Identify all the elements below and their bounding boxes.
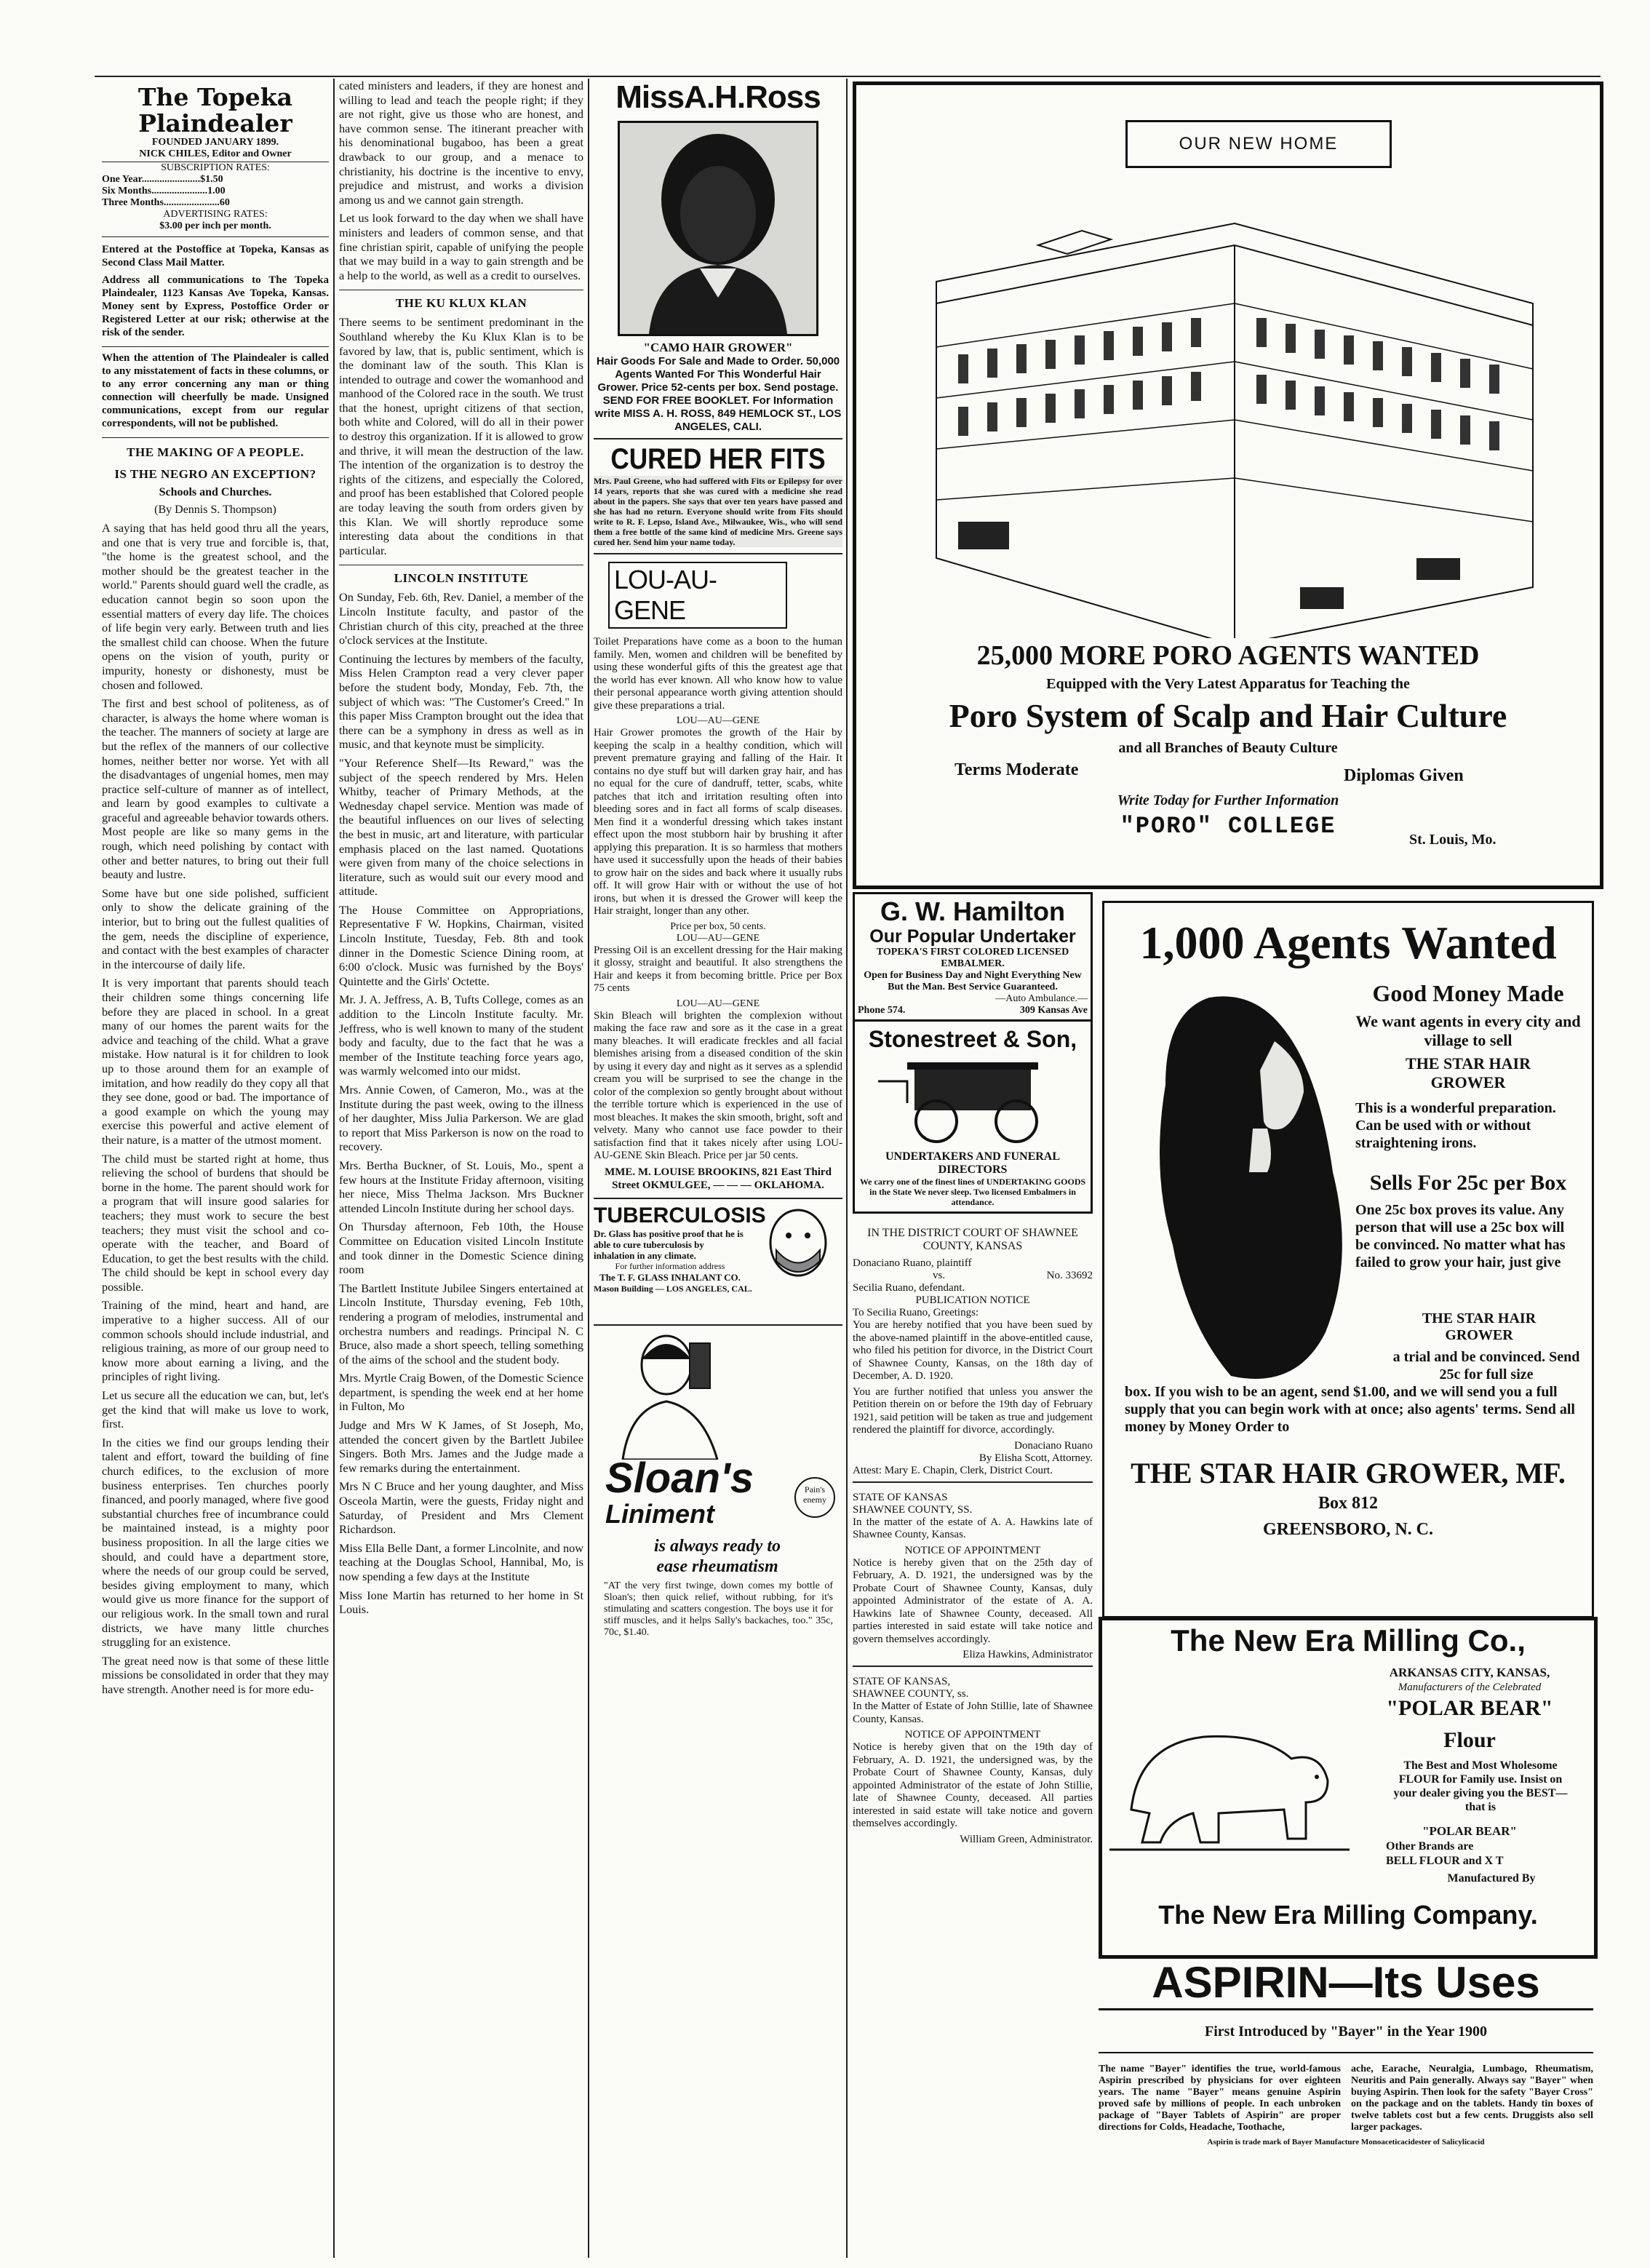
sloans-name: Sloan's (605, 1454, 754, 1502)
column-rule (588, 79, 589, 2258)
legal-matter: In the matter of the estate of A. A. Hawkins late of Shawnee County, Kansas. (853, 1516, 1093, 1540)
star-hair-grower-ad (1102, 901, 1594, 1618)
star-sells: Sells For 25c per Box (1369, 1171, 1567, 1195)
sloans-tagline: ease rheumatism (656, 1556, 778, 1576)
lou-logo: LOU-AU-GENE (608, 562, 787, 629)
lincoln-paragraph: Continuing the lectures by members of the faculty, Miss Helen Crampton read a very clever paper before the student body, Monday, Feb. 7th, the subject of which was: "The Customer's Creed." In this paper Miss Crampton brought out the idea that there can be a symphony in dress as well as in music, and that keynote must be simplicity. (339, 651, 583, 752)
lincoln-paragraph: Mrs. Myrtle Craig Bowen, of the Domestic Science department, is spending the week end at her home in Fulton, Mo (339, 1371, 583, 1414)
tb-body: Dr. Glass has positive proof that he is able to cure tuberculosis by inhalation in any climate. (594, 1227, 744, 1261)
sloans-ad (594, 1326, 842, 1636)
legal-sig: William Green, Administrator. (960, 1833, 1093, 1845)
masthead-founded: FOUNDED JANUARY 1899. (151, 137, 279, 148)
lincoln-paragraph: On Sunday, Feb. 6th, Rev. Daniel, a member of the Lincoln Institute faculty, and pastor of the Christian church of this city, preached at the three o'clock services at the Institute. (339, 590, 583, 648)
poro-headline: 25,000 MORE PORO AGENTS WANTED (976, 640, 1480, 671)
entered-notice: Entered at the Postoffice at Topeka, Kansas as Second Class Mail Matter. (102, 244, 329, 268)
star-pobox: Box 812 (1318, 1494, 1378, 1513)
aspirin-col: ache, Earache, Neuralgia, Lumbago, Rheumatism, Neuritis and Pain generally. Always say "Bayer" when buying Aspirin. Then look for the safety "Bayer Cross" on the package and on the tablets. Handy tin boxes of twelve tablets cost but a few cents. Druggists also sell larger packages. (1351, 2064, 1593, 2133)
legal-notice-ruano (853, 1214, 1093, 1483)
star-good-money: Good Money Made (1372, 980, 1564, 1006)
building-illustration (893, 180, 1562, 638)
star-want: We want agents in every city and village to sell (1355, 1012, 1581, 1049)
lou-sub: LOU—AU—GENE (676, 715, 760, 726)
poro-banner: OUR NEW HOME (1125, 120, 1392, 168)
address-notice: Address all communications to The Topeka Plaindealer, 1123 Kansas Ave Topeka, Kansas. Money sent by Express, Postoffice Order or Registered Letter at our risk; otherwise at the risk of the sender. (102, 274, 329, 347)
star-proof: One 25c box proves its value. Any person that will use a 25c box will be convinced. No matter what has failed to grow your hair, just give (1355, 1202, 1566, 1270)
lincoln-paragraph: "Your Reference Shelf—Its Reward," was the subject of the speech rendered by Mrs. Helen Whitby, teacher of Primary Methods, at the Wednesday chapel service. Mention was made of the beautiful influences on our lives of selecting the best in music, art and literature, with particular emphasis placed on the last named. Quotations were given from many of the choice selections in literature, such as would suit our every mood and attitude. (339, 755, 583, 899)
aspirin-intro: First Introduced by "Bayer" in the Year 1900 (1099, 2024, 1593, 2053)
legal-defendant: Secilia Ruano, defendant. (853, 1282, 965, 1294)
lincoln-paragraph: Mrs N C Bruce and her young daughter, and Miss Osceola Martin, were the guests, Friday night and Saturday, of President and Mrs Clement Richardson. (339, 1479, 583, 1537)
tuberculosis-ad (594, 1199, 842, 1326)
star-headline: 1,000 Agents Wanted (1139, 917, 1557, 968)
hamilton-address: 309 Kansas Ave (1019, 1005, 1088, 1016)
legal-title: NOTICE OF APPOINTMENT (904, 1544, 1041, 1556)
hamilton-contact (858, 1005, 1088, 1016)
poro-system: Poro System of Scalp and Hair Culture (949, 697, 1507, 734)
legal-sig: Donaciano Ruano (1014, 1439, 1093, 1452)
poro-city: St. Louis, Mo. (1409, 832, 1496, 848)
hamilton-sub: TOPEKA'S FIRST COLORED LICENSED EMBALMER. (876, 947, 1069, 969)
polar-bear-illustration (1109, 1664, 1350, 1868)
hamilton-auto: —Auto Ambulance.— (995, 993, 1088, 1004)
lincoln-paragraph: Miss Ella Belle Dant, a former Lincolnite, and now teaching at the Douglas School, Hannibal, Mo, is now spending a few days at the Institute (339, 1540, 583, 1583)
star-product2: THE STAR HAIR GROWER (1422, 1310, 1537, 1343)
milling-brand2: "POLAR BEAR" (1422, 1824, 1517, 1838)
legal-plaintiff: Donaciano Ruano, plaintiff (853, 1257, 972, 1269)
ross-portrait (618, 121, 818, 336)
sloans-liniment: Liniment (605, 1498, 714, 1529)
legal-matter: In the Matter of Estate of John Stillie, late of Shawnee County, Kansas. (853, 1700, 1093, 1725)
column-rule (333, 79, 335, 2258)
masthead-owner: NICK CHILES, Editor and Owner (139, 148, 292, 159)
aspirin-col: The name "Bayer" identifies the true, world-famous Aspirin prescribed by physicians for over eighteen years. The name "Bayer" means genuine Aspirin proved safe by millions of people. In each unbroken package of "Bayer Tablets of Aspirin" are proper directions for Colds, Headache, Toothache, (1099, 2064, 1341, 2133)
milling-desc: The Best and Most Wholesome FLOUR for Family use. Insist on your dealer giving you the BEST—that is (1393, 1759, 1568, 1813)
klan-headline: THE KU KLUX KLAN (339, 290, 583, 311)
article-headline: IS THE NEGRO AN EXCEPTION? (114, 467, 316, 481)
ross-product: "CAMO HAIR GROWER" (643, 341, 793, 354)
ross-body: Hair Goods For Sale and Made to Order. 50,000 Agents Wanted For This Wonderful Hair Grower. Price 52-cents per box. Send postage. SEND FOR FREE BOOKLET. For Information write MISS A. H. ROSS, 849 HEMLOCK ST., LOS ANGELES, CALI. (594, 355, 842, 433)
portrait-image (620, 123, 816, 334)
legal-state: STATE OF KANSAS (853, 1491, 948, 1503)
milling-brand: "POLAR BEAR" (1386, 1696, 1553, 1720)
rate-year: One Year.......................$1.50 (102, 174, 223, 185)
lou-ad (594, 554, 842, 1199)
aspirin-body (1099, 2064, 1593, 2133)
klan-paragraph: There seems to be sentiment predominant in the Southland whereby the Ku Klux Klan is to be favored by law, that is, public sentiment, which is the dominant law of the south. This Klan is intended to outrage and cower the womanhood and manhood of the Colored race in the south. We trust that the honest, upright citizens of that section, both white and Colored, will do all in their power to destroy this organization. If it is allowed to grow and thrive, it will mean the destruction of the law. The intention of the organization is to destroy the rights of the citizens, and especially the Colored, and proof has been established that Colored people are today leaving the south from orders given by this Klan. We will shortly reproduce some interesting data about the conditions in that particular. (339, 315, 583, 557)
article-continuation: cated ministers and leaders, if they are honest and willing to lead and teach the people right; if they are not right, give us those who are honest, and have common sense. The itinerant preacher with his denominational bugaboo, has been a great drawback to our group, and a menace to christianity, his doctrine is the incentive to envy, prejudice and mistrust, and works a division among us and we cannot gain strength. (339, 79, 583, 207)
sloans-tagline: is always ready to (654, 1536, 781, 1556)
stonestreet-title: UNDERTAKERS AND FUNERAL DIRECTORS (885, 1150, 1061, 1176)
lou-bleach: Skin Bleach will brighten the complexion without making the face raw and sore as it the case in a great many bleaches. It will eradicate freckles and all facial blemishes arising from a diseased condition of the skin by using it every day and night as it serves as a splendid cream you will be surprised to see the change in the color of the complexion so gently brought about without the terrible torture which is experienced in the use of most bleaches. It makes the skin smooth, bright, soft and velvety. Many who cannot use face powder to their satisfaction find that it takes nicely after using LOU-AU-GENE Skin Bleach. Price per jar 50 cents. (594, 1009, 842, 1161)
lou-intro: Toilet Preparations have come as a boon to the human family. Men, women and children will be benefited by using these wonderful gifts of this the greatest age that the world has ever known. All who know how to value their personal appearance worth giving attention should give these preparations a trial. (594, 636, 842, 712)
rate-six: Six Months......................1.00 (102, 186, 226, 196)
article-paragraph: A saying that has held good thru all the years, and one that is very true and forcible is, that, "the home is the greatest school, and the mother should be the greatest teacher in the world." Parents should guard well the cradle, as education cannot begin so soon upon the essential matters of every day life. The choices of life begin very early. Between truth and lies the smallest child can choose. When the future opens on the vision of youth, purity or impurity, honesty or dishonesty, must be chosen and followed. (102, 521, 329, 692)
stonestreet-body: We carry one of the finest lines of UNDERTAKING GOODS in the State We never sleep. Two licensed Embalmers in attendance. (859, 1177, 1086, 1207)
column-2 (339, 79, 583, 2258)
legal-notice-stillie (853, 1667, 1093, 1846)
fits-ad (594, 439, 842, 554)
woman-long-hair-image (1122, 983, 1362, 1390)
aspirin-footer: Aspirin is trade mark of Bayer Manufacture Monoaceticacidester of Salicylicacid (1207, 2138, 1485, 2146)
star-desc: This is a wonderful preparation. Can be used with or without straightening irons. (1355, 1100, 1556, 1151)
tb-headline: TUBERCULOSIS (594, 1203, 766, 1227)
sloans-badge: Pain's enemy (794, 1477, 835, 1518)
article-paragraph: The great need now is that some of these little missions be consolidated in order that they may have strength. Another need is for more edu- (102, 1653, 329, 1696)
lincoln-paragraph: Mr. J. A. Jeffress, A. B, Tufts College, comes as an addition to the Lincoln Institute faculty. Mr. Jeffress, who is well known to many of the student body and faculty, due to the fact that he was a member of the Institute teaching force years ago, was warmly welcomed into our midst. (339, 992, 583, 1078)
fits-headline: CURED HER FITS (610, 443, 826, 475)
tb-company: The T. F. GLASS INHALANT CO. (599, 1271, 741, 1283)
hamilton-ad (853, 892, 1093, 1022)
ross-ad (594, 79, 842, 439)
rates-head: SUBSCRIPTION RATES: (102, 162, 329, 174)
poro-ad (853, 81, 1603, 889)
article-paragraph: It is very important that parents should teach their children some things concerning life before they are placed in school. In a great many of our homes the parent waits for the advice and teaching of the child. What a grave mistake. How natural is it for children to look up to those around them for an example of imitation, and how readily do they copy all that they see done, good or bad. The importance of a good example on which the young may exercise this powerful and active element of their nature, is a matter of the utmost moment. (102, 976, 329, 1147)
article-paragraph: Training of the mind, heart and hand, are imperative to a higher success. All of our common schools should include industrial, and religious training, as more of our group need to know more about earning a living, and the principles of right living. (102, 1298, 329, 1384)
lincoln-paragraph: The Bartlett Institute Jubilee Singers entertained at Lincoln Institute, Thursday evening, Feb 10th, rendering a program of melodies, instrumental and orchestra numbers and readings. Principal N. C Bruce, also made a short speech, telling something of the aims of the school and the student body. (339, 1281, 583, 1366)
fits-body: Mrs. Paul Greene, who had suffered with Fits or Epilepsy for over 14 years, reports that she was cured with a medicine she read about in the papers. She says that over ten years have passed and she has had no return. Everyone should write from Fits should write to R. F. Lepso, Island Ave., Milwaukee, Wis., who will send them a free bottle of the same kind of medicine Mrs. Greene says cured her. Send him your name today. (594, 476, 842, 547)
milling-name: The New Era Milling Co., (1171, 1623, 1526, 1658)
adv-rate: $3.00 per inch per month. (102, 220, 329, 237)
star-box: box. If you wish to be an agent, send $1.00, and we will send you a full supply that you can begin work with at once; also agents' terms. Send all money by Money Order to (1125, 1384, 1575, 1435)
top-rule (95, 76, 1601, 77)
legal-state: STATE OF KANSAS, (853, 1676, 951, 1687)
legal-body: Notice is hereby given that on the 25th day of February, A. D. 1921, the undersigned was by the Probate Court of Shawnee County, Kansas, duly appointed Administrator of the estate of A. A. Hawkins late of Shawnee County, deceased. All parties interested in said estate will take notice and govern themselves accordingly. (853, 1556, 1093, 1645)
column-1 (102, 79, 329, 2258)
legal-sig: By Elisha Scott, Attorney. (979, 1452, 1093, 1464)
milling-bell: BELL FLOUR and X T (1386, 1855, 1504, 1867)
article-paragraph: The child must be started right at home, thus relieving the school of burdens that should be borne in the home. The parent should work for a program that will insure good salaries for teachers; they must work to secure the best teachers; they must visit the school and co-operate with the teacher, and Board of Education, to get the best results with the child. The child should be kept in school every day possible. (102, 1151, 329, 1294)
lincoln-paragraph: Judge and Mrs W K James, of St Joseph, Mo, attended the concert given by the Bartlett Jubilee Singers. Both Mrs. James and the Judge made a few remarks during the entertainment. (339, 1418, 583, 1475)
tb-info: For further information address (615, 1260, 725, 1271)
poro-branches: and all Branches of Beauty Culture (1118, 740, 1338, 756)
sloans-body: "AT the very first twinge, down comes my bottle of Sloan's; then quick relief, without rubbing, for it's stimulating and scatters congestion. The boys use it for stiff muscles, and it helps Sally's backaches, too." 35c, 70c, $1.40. (604, 1580, 833, 1638)
article-continuation: Let us look forward to the day when we shall have ministers and leaders of common sense, and that fine christian spirit, capable of unifying the people that we may build in a way to gain strength and be a help to the world, as well as a credit to ourselves. (339, 211, 583, 282)
stonestreet-ad (853, 1022, 1093, 1214)
legal-body: You are further notified that unless you answer the Petition therein on or before the 19th day of February 1921, said petition will be taken as true and judgement rendered the plaintiff for divorce, accordingly. (853, 1385, 1093, 1436)
article-paragraph: Some have but one side polished, sufficient only to show the delicate graining of the interior, but to bring out the fullest qualities of the gem, needs the discipline of experience, and contact with the best examples of character in the intercourse of daily life. (102, 886, 329, 971)
legal-county: SHAWNEE COUNTY, SS. (853, 1503, 973, 1516)
milling-flour: Flour (1443, 1728, 1496, 1752)
article-paragraph: In the cities we find our groups lending their talent and effort, toward the building of fine church edifices, to the exclusion of more business enterprises. Ten churches poorly financed, and poorly managed, where five good substantial churches free of incumbrance could be maintained instead, is a mighty poor business proposition. In all the large cities we should, and could have a department store, where the needs of our group could be served, besides giving employment to many, which would give us more finance for the support of our religious work. In the small town and rural districts, we have many little churches struggling for an existence. (102, 1435, 329, 1650)
tb-address: Mason Building — LOS ANGELES, CAL. (594, 1283, 752, 1294)
correction-notice: When the attention of The Plaindealer is called to any misstatement of facts in these columns, or to any error concerning any man or thing connection will cheerfully be made. Unsigned communications, except from our regular correspondents, will not be published. (102, 351, 329, 438)
lincoln-paragraph: On Thursday afternoon, Feb 10th, the House Committee on Education visited Lincoln Institute and took dinner in the Domestic Science dining room (339, 1219, 583, 1277)
lou-price: Price per box, 50 cents. (670, 920, 766, 932)
poro-college: "PORO" COLLEGE (1120, 813, 1336, 840)
lou-sub: LOU—AU—GENE (676, 998, 760, 1009)
legal-body: You are hereby notified that you have been sued by the above-named plaintiff in the above-entitled cause, who filed his petition for divorce, in the District Court of Shawnee County, Kansas, on the 18th day of December, A. D. 1920. (853, 1319, 1093, 1382)
legal-case-no: No. 33692 (1046, 1270, 1093, 1281)
milling-others: Other Brands are (1386, 1840, 1474, 1853)
poro-diplomas: Diplomas Given (1344, 766, 1464, 785)
lincoln-headline: LINCOLN INSTITUTE (339, 565, 583, 586)
lincoln-paragraph: The House Committee on Appropriations, Representative F W. Hopkins, Chairman, visited Lincoln Institute, Tuesday, Feb. 8th and took dinner in the Domestic Science Dining room, at 6:00 o'clock. Music was furnished by the Boys' Quintette and the Girls' Octette. (339, 902, 583, 988)
legal-title: PUBLICATION NOTICE (915, 1294, 1030, 1306)
legal-vs-row (853, 1270, 1093, 1282)
legal-attest: Attest: Mary E. Chapin, Clerk, District Court. (853, 1464, 1053, 1476)
masthead-title: The Topeka Plaindealer (138, 83, 293, 138)
legal-sig: Eliza Hawkins, Administrator (962, 1649, 1093, 1660)
stonestreet-name: Stonestreet & Son, (868, 1026, 1077, 1052)
legal-to: To Secilia Ruano, Greetings: (853, 1307, 979, 1318)
ross-name: MissA.H.Ross (615, 79, 821, 115)
lou-sub: LOU—AU—GENE (676, 932, 760, 944)
lou-hair: Hair Grower promotes the growth of the Hair by keeping the scalp in a healthy condition, which will prevent premature graying and falling of the Hair. It contains no dye stuff but will darken gray hair, and has no equal for the cure of dandruff, tetter, scabs, white patches that itch and irritation resulting often into bleeding sores and in fact all forms of scalp diseases. Men find it a wonderful dressing which takes instant effect upon the most stubborn hair by brushing it after applying this preparation. It is so harmless that mothers have used it successfully upon the heads of their babies to grow hair on the sides and back where it usually rubs off. It will grow Hair with or without the use of hot irons, but when it is dressed the Grower will keep the Hair straight, longer than any other. (594, 727, 842, 917)
article-subhead: Schools and Churches. (159, 486, 272, 498)
article-byline: (By Dennis S. Thompson) (154, 504, 276, 516)
milling-makers: Manufacturers of the Celebrated (1398, 1682, 1542, 1693)
poro-equipped: Equipped with the Very Latest Apparatus for Teaching the (1046, 676, 1410, 692)
lou-oil: Pressing Oil is an excellent dressing for the Hair making it glossy, straight and beautiful. It also strengthens the Hair and keeps it from becoming brittle. Price per Box 75 cents (594, 944, 842, 994)
lincoln-paragraph: Mrs. Annie Cowen, of Cameron, Mo., was at the Institute during the past week, owing to the illness of her daughter, Miss Julia Parkerson. We are glad to report that Miss Parkerson is now on the road to recovery. (339, 1083, 583, 1154)
aspirin-headline: ASPIRIN—Its Uses (1099, 1957, 1593, 2010)
legal-notice-hawkins (853, 1483, 1093, 1668)
lou-contact: MME. M. LOUISE BROOKINS, 821 East Third Street OKMULGEE, — — — OKLAHOMA. (605, 1166, 832, 1191)
legal-court: IN THE DISTRICT COURT OF SHAWNEE COUNTY, KANSAS (867, 1227, 1078, 1252)
star-city: GREENSBORO, N. C. (1262, 1520, 1434, 1539)
column-3 (594, 79, 842, 2258)
hamilton-name: G. W. Hamilton (880, 896, 1065, 926)
masked-face-image (758, 1206, 838, 1294)
aspirin-ad (1099, 1957, 1593, 2256)
lincoln-paragraph: Mrs. Bertha Buckner, of St. Louis, Mo., spent a few hours at the Institute Friday afternoon, visiting her niece, Miss Thelma Jackson. Mrs Buckner attended Lincoln Institute during her school days. (339, 1158, 583, 1215)
poro-terms: Terms Moderate (954, 760, 1079, 779)
lincoln-paragraph: Miss Ione Martin has returned to her home in St Louis. (339, 1588, 583, 1617)
hamilton-title: Our Popular Undertaker (869, 926, 1076, 947)
star-trial: a trial and be convinced. Send 25c for full size (1392, 1349, 1580, 1382)
column-4 (853, 892, 1093, 2253)
column-rule (846, 79, 848, 2258)
hamilton-open: Open for Business Day and Night Everything New But the Man. Best Service Guaranteed. (864, 970, 1082, 992)
hearse-illustration (864, 1052, 1082, 1147)
article-paragraph: Let us secure all the education we can, but, let's get the kind that will make us love to work, first. (102, 1388, 329, 1431)
article-kicker: THE MAKING OF A PEOPLE. (127, 445, 304, 459)
legal-vs: vs. (933, 1270, 946, 1281)
rate-three: Three Months......................60 (102, 197, 230, 208)
legal-title: NOTICE OF APPOINTMENT (904, 1729, 1041, 1740)
milling-place: ARKANSAS CITY, KANSAS, (1389, 1666, 1550, 1679)
star-company: THE STAR HAIR GROWER, MF. (1131, 1457, 1566, 1489)
milling-mfd: Manufactured By (1447, 1872, 1536, 1885)
milling-footer: The New Era Milling Company. (1158, 1900, 1538, 1930)
adv-head: ADVERTISING RATES: (163, 209, 268, 220)
legal-county: SHAWNEE COUNTY, ss. (853, 1688, 969, 1700)
legal-body: Notice is hereby given that on the 19th day of February, A. D. 1921, the undersigned was, by the Probate Court of Shawnee County, Kansas, duly appointed Administrator of the estate of John Stillie, late of Shawnee County, deceased. All parties interested in said estate will take notice and govern themselves accordingly. (853, 1741, 1093, 1829)
new-era-milling-ad (1099, 1617, 1598, 1959)
man-with-bottle-image (608, 1329, 732, 1460)
hamilton-phone: Phone 574. (858, 1005, 906, 1016)
star-product: THE STAR HAIR GROWER (1406, 1054, 1531, 1091)
poro-write: Write Today for Further Information (1117, 792, 1339, 808)
article-paragraph: The first and best school of politeness, as of character, is always the home where woman is the teacher. The manners of society at large are but the reflex of the manners of our collective homes, neither better nor worse. Yet with all the disadvantages of ungenial homes, men may practice self-culture of manner as of intellect, and learn by good examples to cultivate a graceful and agreeable behavior towards others. Most people are like so many gems in the rough, which need polishing by contact with other and better natures, to bring out their full beauty and lustre. (102, 696, 329, 882)
